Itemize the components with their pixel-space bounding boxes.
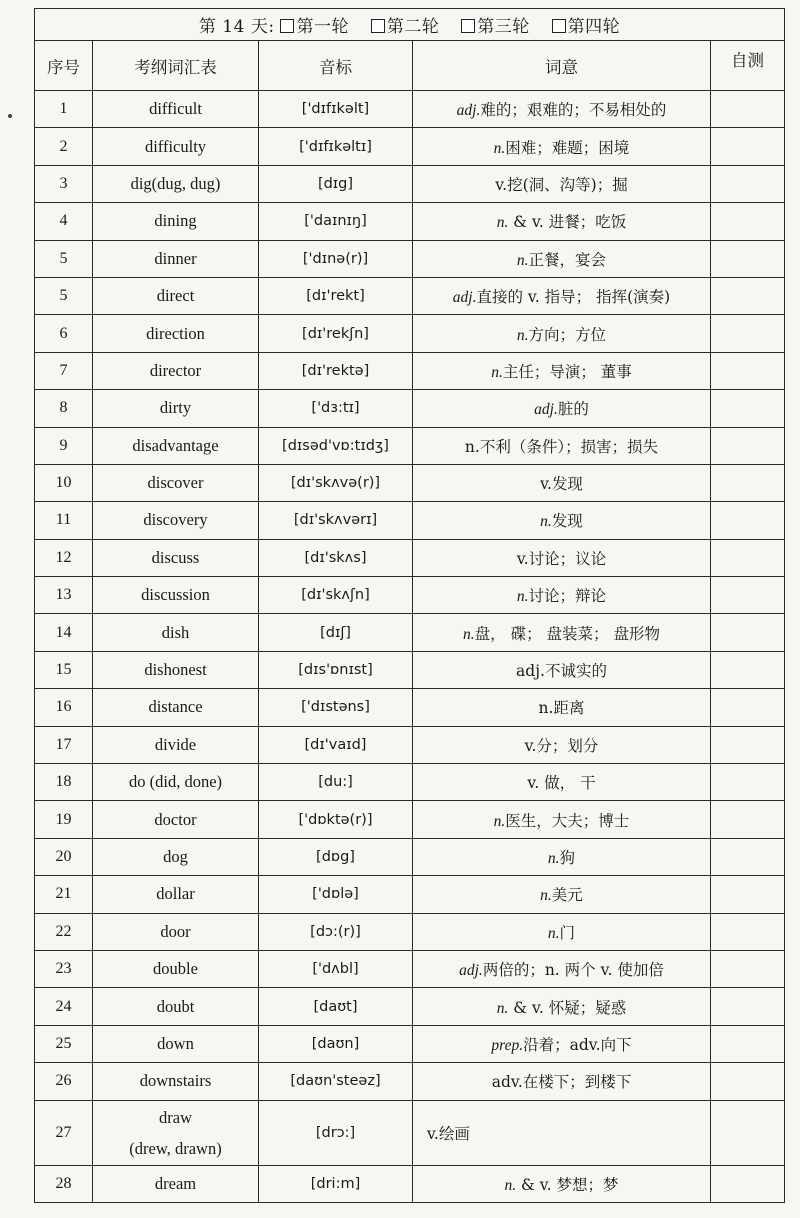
definition-text: n.不利（条件）；损害；损失 [464, 437, 659, 456]
vocab-word: dishonest [93, 651, 259, 688]
selftest-cell[interactable] [711, 240, 785, 277]
part-of-speech: n. [547, 924, 560, 942]
vocab-word: doubt [93, 988, 259, 1025]
table-row [35, 352, 785, 389]
table-row [35, 203, 785, 240]
row-number: 28 [35, 1165, 93, 1202]
word-meaning [413, 203, 711, 240]
vocab-word: dream [93, 1165, 259, 1202]
column-header-num: 序号 [35, 41, 93, 91]
row-number: 12 [35, 539, 93, 576]
part-of-speech: n. [496, 999, 509, 1017]
row-number: 1 [35, 91, 93, 128]
table-row [35, 689, 785, 726]
row-number: 19 [35, 801, 93, 838]
selftest-cell[interactable] [711, 277, 785, 314]
table-row [35, 614, 785, 651]
table-row [35, 539, 785, 576]
word-meaning [413, 427, 711, 464]
row-number: 14 [35, 614, 93, 651]
phonetic-transcription: [dɪ'vaɪd] [259, 726, 413, 763]
vocab-word: dirty [93, 390, 259, 427]
phonetic-transcription: [daʊt] [259, 988, 413, 1025]
vocab-word: down [93, 1025, 259, 1062]
vocabulary-table [34, 8, 785, 1203]
word-meaning [413, 240, 711, 277]
definition-text: 美元 [551, 886, 583, 905]
word-meaning [413, 913, 711, 950]
round-label-4: 第四轮 [567, 17, 621, 37]
selftest-cell[interactable] [711, 950, 785, 987]
vocab-word: difficult [93, 91, 259, 128]
word-meaning [413, 502, 711, 539]
word-meaning [413, 1165, 711, 1202]
table-row [35, 764, 785, 801]
row-number: 18 [35, 764, 93, 801]
table-row [35, 1063, 785, 1100]
vocab-word [93, 1100, 259, 1165]
definition-text: 脏的 [557, 400, 589, 419]
vocab-word: do (did, done) [93, 764, 259, 801]
row-number: 2 [35, 128, 93, 165]
table-row [35, 502, 785, 539]
row-number: 15 [35, 651, 93, 688]
round-label-1: 第一轮 [296, 17, 349, 37]
row-number: 3 [35, 165, 93, 202]
row-number: 8 [35, 390, 93, 427]
definition-text: 发现 [551, 512, 583, 531]
vocab-word: direct [93, 277, 259, 314]
round-checkbox-1[interactable] [280, 19, 294, 33]
definition-text: 方向；方位 [528, 325, 607, 344]
vocab-word: dining [93, 203, 259, 240]
phonetic-transcription: [dɒg] [259, 838, 413, 875]
table-row [35, 651, 785, 688]
vocab-word: discover [93, 464, 259, 501]
definition-text: 门 [559, 923, 576, 942]
row-number: 17 [35, 726, 93, 763]
vocab-word: dish [93, 614, 259, 651]
word-meaning [413, 352, 711, 389]
selftest-cell[interactable] [711, 315, 785, 352]
selftest-cell[interactable] [711, 651, 785, 688]
definition-text: 主任；导演； 董事 [502, 362, 632, 381]
definition-text: 正餐，宴会 [528, 250, 607, 269]
definition-text: v. 做， 干 [527, 774, 596, 793]
word-meaning [413, 801, 711, 838]
word-meaning [413, 1100, 711, 1165]
table-row [35, 165, 785, 202]
row-number: 13 [35, 577, 93, 614]
phonetic-transcription: [dɪg] [259, 165, 413, 202]
table-row [35, 913, 785, 950]
column-header-selftest: 自测 [711, 41, 785, 91]
table-row [35, 1165, 785, 1202]
column-header-phonetic: 音标 [259, 41, 413, 91]
definition-text: 医生，大夫；博士 [505, 811, 630, 830]
table-row [35, 1025, 785, 1062]
selftest-cell[interactable] [711, 988, 785, 1025]
selftest-cell[interactable] [711, 390, 785, 427]
vocab-word: distance [93, 689, 259, 726]
selftest-cell[interactable] [711, 876, 785, 913]
selftest-cell[interactable] [711, 352, 785, 389]
table-row [35, 464, 785, 501]
vocab-word: discussion [93, 577, 259, 614]
word-meaning [413, 1063, 711, 1100]
part-of-speech: n. [493, 139, 506, 157]
table-row [35, 801, 785, 838]
vocab-word: discovery [93, 502, 259, 539]
selftest-cell[interactable] [711, 764, 785, 801]
row-number: 25 [35, 1025, 93, 1062]
selftest-cell[interactable] [711, 91, 785, 128]
selftest-cell[interactable] [711, 1100, 785, 1165]
word-meaning [413, 838, 711, 875]
vocab-word: direction [93, 315, 259, 352]
vocab-word-forms: (drew, drawn) [129, 1138, 222, 1158]
vocab-word: downstairs [93, 1063, 259, 1100]
phonetic-transcription: [dɪ'skʌvərɪ] [259, 502, 413, 539]
table-row [35, 240, 785, 277]
word-meaning [413, 577, 711, 614]
row-number: 22 [35, 913, 93, 950]
table-row [35, 277, 785, 314]
row-number: 10 [35, 464, 93, 501]
definition-text: & v. 梦想；梦 [516, 1175, 619, 1194]
part-of-speech: n. [516, 326, 529, 344]
selftest-cell[interactable] [711, 203, 785, 240]
vocab-word: director [93, 352, 259, 389]
part-of-speech: n. [491, 363, 503, 381]
table-row [35, 838, 785, 875]
round-label-3: 第三轮 [477, 17, 530, 37]
vocab-word: dinner [93, 240, 259, 277]
table-row [35, 988, 785, 1025]
vocabulary-sheet [34, 8, 784, 1203]
part-of-speech: adj. [534, 401, 558, 419]
vocab-word: disadvantage [93, 427, 259, 464]
phonetic-transcription: [dɪ'skʌs] [259, 539, 413, 576]
part-of-speech: n. [463, 625, 475, 643]
table-row [35, 427, 785, 464]
round-label-2: 第二轮 [386, 17, 440, 37]
selftest-cell[interactable] [711, 577, 785, 614]
table-row [35, 128, 785, 165]
definition-text: 困难；难题；困境 [505, 138, 630, 157]
word-meaning [413, 165, 711, 202]
scan-speck [8, 114, 12, 118]
definition-text: n.距离 [538, 699, 585, 718]
selftest-cell[interactable] [711, 1063, 785, 1100]
phonetic-transcription: [daʊn'steəz] [259, 1063, 413, 1100]
table-row [35, 1100, 785, 1165]
phonetic-transcription: [dri:m] [259, 1165, 413, 1202]
part-of-speech: n. [493, 812, 506, 830]
definition-text: adj.不诚实的 [516, 662, 607, 681]
phonetic-transcription: ['dɪnə(r)] [259, 240, 413, 277]
row-number: 6 [35, 315, 93, 352]
definition-text: 讨论；辩论 [528, 587, 607, 606]
column-header-word: 考纲词汇表 [93, 41, 259, 91]
row-number: 21 [35, 876, 93, 913]
definition-text: & v. 进餐；吃饭 [508, 213, 627, 232]
word-meaning [413, 876, 711, 913]
phonetic-transcription: ['dɪstəns] [259, 689, 413, 726]
phonetic-transcription: [du:] [259, 764, 413, 801]
vocab-word: dollar [93, 876, 259, 913]
row-number: 7 [35, 352, 93, 389]
part-of-speech: prep. [491, 1036, 524, 1054]
selftest-cell[interactable] [711, 689, 785, 726]
selftest-cell[interactable] [711, 913, 785, 950]
table-row [35, 876, 785, 913]
column-header-meaning: 词意 [413, 41, 711, 91]
definition-text: v.发现 [540, 475, 583, 494]
definition-text: 两倍的；n. 两个 v. 使加倍 [482, 961, 664, 980]
part-of-speech: n. [540, 513, 552, 531]
selftest-cell[interactable] [711, 838, 785, 875]
table-row [35, 390, 785, 427]
word-meaning [413, 726, 711, 763]
word-meaning [413, 1025, 711, 1062]
day-header [35, 9, 785, 41]
phonetic-transcription: [dɪ'rekʃn] [259, 315, 413, 352]
vocab-word: doctor [93, 801, 259, 838]
vocab-word: door [93, 913, 259, 950]
part-of-speech: n. [547, 850, 560, 867]
selftest-cell[interactable] [711, 502, 785, 539]
part-of-speech: n. [516, 588, 529, 606]
selftest-cell[interactable] [711, 1025, 785, 1062]
definition-text: 直接的 v. 指导； 指挥(演奏) [476, 288, 671, 307]
table-row [35, 315, 785, 352]
definition-text: 狗 [559, 849, 576, 867]
selftest-cell[interactable] [711, 801, 785, 838]
definition-text: & v. 怀疑；疑惑 [508, 998, 627, 1017]
row-number: 24 [35, 988, 93, 1025]
phonetic-transcription: ['dɜ:tɪ] [259, 390, 413, 427]
definition-text: 盘， 碟； 盘装菜； 盘形物 [474, 624, 660, 643]
selftest-cell[interactable] [711, 1165, 785, 1202]
word-meaning [413, 988, 711, 1025]
phonetic-transcription: [dɪ'rekt] [259, 277, 413, 314]
row-number: 23 [35, 950, 93, 987]
part-of-speech: adj. [456, 102, 481, 120]
phonetic-transcription: ['dɒktə(r)] [259, 801, 413, 838]
phonetic-transcription: ['daɪnɪŋ] [259, 203, 413, 240]
word-meaning [413, 539, 711, 576]
row-number: 16 [35, 689, 93, 726]
vocab-word: double [93, 950, 259, 987]
word-meaning [413, 390, 711, 427]
phonetic-transcription: [drɔ:] [259, 1100, 413, 1165]
definition-text: 难的；艰难的；不易相处的 [480, 101, 667, 120]
phonetic-transcription: [dɪ'skʌvə(r)] [259, 464, 413, 501]
part-of-speech: adj. [452, 289, 477, 307]
part-of-speech: n. [504, 1176, 517, 1194]
word-meaning [413, 764, 711, 801]
row-number: 20 [35, 838, 93, 875]
word-meaning [413, 277, 711, 314]
row-number: 9 [35, 427, 93, 464]
selftest-cell[interactable] [711, 128, 785, 165]
phonetic-transcription: [dɪsəd'vɒ:tɪdʒ] [259, 427, 413, 464]
word-meaning [413, 651, 711, 688]
row-number: 27 [35, 1100, 93, 1165]
table-row [35, 726, 785, 763]
table-row [35, 950, 785, 987]
phonetic-transcription: [dɪ'rektə] [259, 352, 413, 389]
column-header-row [35, 41, 785, 91]
word-meaning [413, 128, 711, 165]
selftest-cell[interactable] [711, 464, 785, 501]
row-number: 26 [35, 1063, 93, 1100]
vocab-word: difficulty [93, 128, 259, 165]
word-meaning [413, 689, 711, 726]
phonetic-transcription: [dɪʃ] [259, 614, 413, 651]
word-meaning [413, 950, 711, 987]
selftest-cell[interactable] [711, 614, 785, 651]
definition-text: v.分；划分 [524, 736, 599, 755]
vocab-word-base: draw [159, 1107, 192, 1127]
phonetic-transcription: [dɪ'skʌʃn] [259, 577, 413, 614]
row-number: 11 [35, 502, 93, 539]
vocab-word: divide [93, 726, 259, 763]
row-number: 5 [35, 240, 93, 277]
word-meaning [413, 614, 711, 651]
selftest-cell[interactable] [711, 165, 785, 202]
phonetic-transcription: ['dɒlə] [259, 876, 413, 913]
vocab-word: dig(dug, dug) [93, 165, 259, 202]
selftest-cell[interactable] [711, 427, 785, 464]
definition-text: 沿着；adv.向下 [523, 1035, 632, 1054]
round-checkbox-2[interactable] [371, 19, 385, 33]
row-number: 5 [35, 277, 93, 314]
table-row [35, 91, 785, 128]
definition-text: v.绘画 [427, 1124, 470, 1143]
selftest-cell[interactable] [711, 539, 785, 576]
definition-text: adv.在楼下；到楼下 [491, 1073, 632, 1092]
phonetic-transcription: ['dʌbl] [259, 950, 413, 987]
selftest-cell[interactable] [711, 726, 785, 763]
part-of-speech: n. [516, 251, 529, 269]
part-of-speech: adj. [459, 962, 483, 980]
vocab-word: dog [93, 838, 259, 875]
phonetic-transcription: [daʊn] [259, 1025, 413, 1062]
day-label: 第 14 天: [198, 17, 275, 37]
phonetic-transcription: ['dɪfɪkəltɪ] [259, 128, 413, 165]
row-number: 4 [35, 203, 93, 240]
phonetic-transcription: [dɪs'ɒnɪst] [259, 651, 413, 688]
part-of-speech: n. [496, 214, 509, 232]
part-of-speech: n. [540, 887, 552, 905]
word-meaning [413, 91, 711, 128]
word-meaning [413, 315, 711, 352]
phonetic-transcription: [dɔ:(r)] [259, 913, 413, 950]
table-body [35, 91, 785, 1203]
definition-text: v.讨论；议论 [516, 549, 607, 568]
table-row [35, 577, 785, 614]
word-meaning [413, 464, 711, 501]
round-checkbox-3[interactable] [461, 19, 475, 33]
phonetic-transcription: ['dɪfɪkəlt] [259, 91, 413, 128]
vocab-word: discuss [93, 539, 259, 576]
definition-text: v.挖(洞、沟等)；掘 [495, 175, 628, 194]
round-checkbox-4[interactable] [552, 19, 566, 33]
